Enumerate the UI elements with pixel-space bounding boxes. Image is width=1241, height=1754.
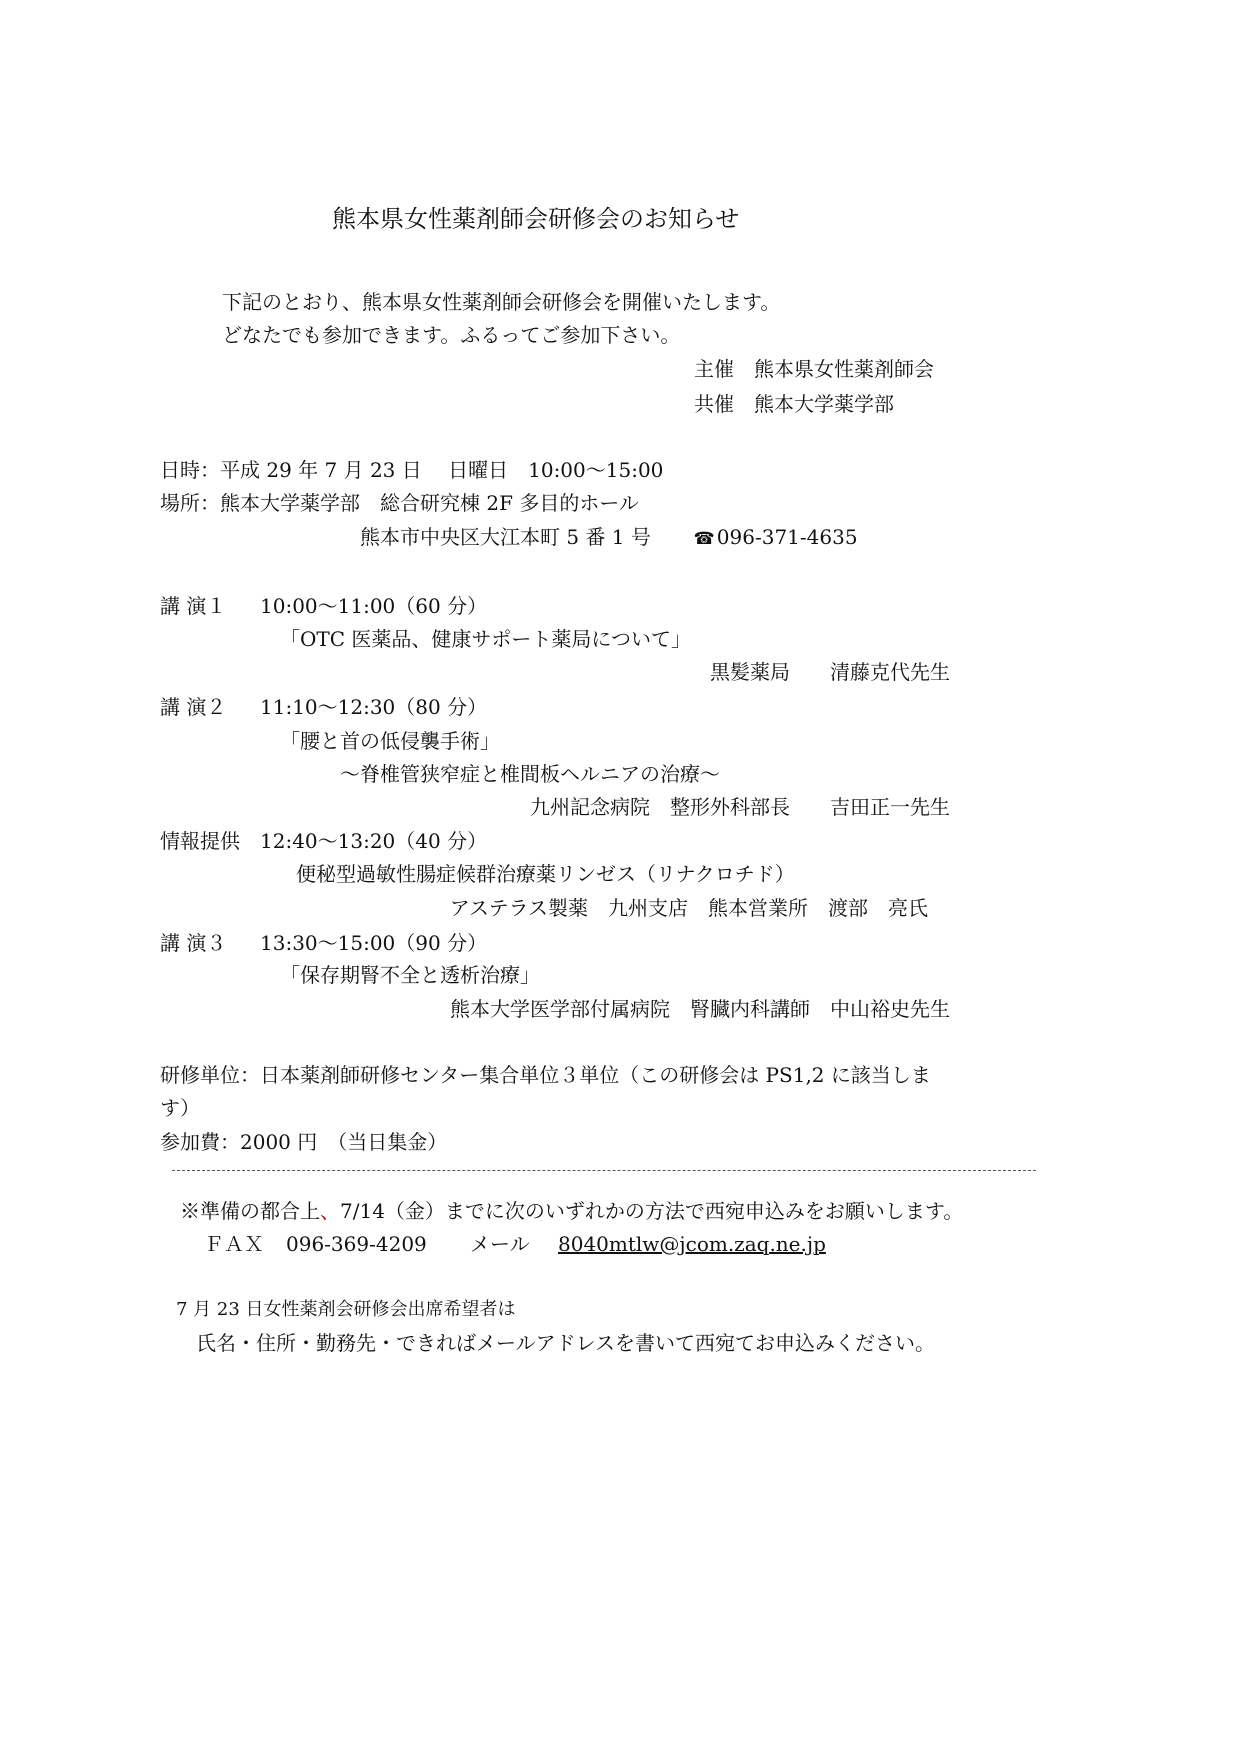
lecture2-speaker: 九州記念病院 整形外科部長 吉田正一先生 <box>530 795 950 819</box>
lecture3-speaker: 熊本大学医学部付属病院 腎臓内科講師 中山裕史先生 <box>450 997 950 1021</box>
email-link[interactable]: 8040mtlw@jcom.zaq.ne.jp <box>558 1232 826 1256</box>
event-address: 熊本市中央区大江本町 5 番 1 号 <box>360 525 651 549</box>
page-title: 熊本県女性薬剤師会研修会のお知らせ <box>332 205 740 233</box>
lecture1-time: 10:00～11:00（60 分） <box>260 594 488 618</box>
lecture2-subtitle: ～脊椎管狭窄症と椎間板ヘルニアの治療～ <box>340 762 720 786</box>
dashed-divider <box>172 1170 1036 1171</box>
credits-line-1: 研修単位：日本薬剤師研修センター集合単位３単位（この研修会は PS1,2 に該当しま <box>160 1063 931 1087</box>
deadline-rest: 7/14（金）までに次のいずれかの方法で西宛申込みをお願いします。 <box>340 1199 964 1223</box>
intro-line-2: どなたでも参加できます。ふるってご参加下さい。 <box>222 323 681 347</box>
deadline-prefix: ※準備の都合上 <box>180 1199 320 1223</box>
mail-label: メール <box>470 1232 530 1256</box>
lecture1-speaker: 黒髪薬局 清藤克代先生 <box>710 660 950 684</box>
lecture3-time: 13:30～15:00（90 分） <box>260 931 488 955</box>
event-phone: 096-371-4635 <box>716 525 858 549</box>
lecture2-time: 11:10～12:30（80 分） <box>260 695 488 719</box>
lecture1-label: 講 演１ <box>160 594 227 618</box>
event-address-line <box>360 525 858 551</box>
fax-number: 096-369-4209 <box>286 1232 427 1256</box>
info-speaker: アステラス製薬 九州支店 熊本営業所 渡部 亮氏 <box>449 896 928 920</box>
organizer-cohost: 共催 熊本大学薬学部 <box>694 392 894 416</box>
participation-fee: 参加費：2000 円 （当日集金） <box>160 1130 448 1154</box>
lecture1-title: 「OTC 医薬品、健康サポート薬局について」 <box>280 627 691 651</box>
info-label: 情報提供 <box>160 829 240 853</box>
footer-line-2: 氏名・住所・勤務先・できればメールアドレスを書いて西宛てお申込みください。 <box>196 1331 935 1355</box>
telephone-icon: ☎ <box>693 529 715 549</box>
info-time: 12:40～13:20（40 分） <box>260 829 488 853</box>
event-venue: 場所：熊本大学薬学部 総合研究棟 2F 多目的ホール <box>160 491 639 515</box>
info-title: 便秘型過敏性腸症候群治療薬リンゼス（リナクロチド） <box>296 862 795 886</box>
credits-line-2: す） <box>160 1096 200 1120</box>
deadline-comma: 、 <box>320 1199 340 1223</box>
lecture2-label: 講 演２ <box>160 695 227 719</box>
fax-label: ＦＡＸ <box>204 1232 264 1256</box>
application-deadline <box>180 1199 963 1223</box>
intro-line-1: 下記のとおり、熊本県女性薬剤師会研修会を開催いたします。 <box>222 290 781 314</box>
footer-line-1: 7 月 23 日女性薬剤会研修会出席希望者は <box>176 1299 516 1320</box>
lecture3-title: 「保存期腎不全と透析治療」 <box>280 963 540 987</box>
organizer-host: 主催 熊本県女性薬剤師会 <box>694 357 934 381</box>
lecture3-label: 講 演３ <box>160 931 227 955</box>
event-datetime: 日時：平成 29 年 7 月 23 日 日曜日 10:00～15:00 <box>160 458 664 482</box>
lecture2-title: 「腰と首の低侵襲手術」 <box>280 729 500 753</box>
